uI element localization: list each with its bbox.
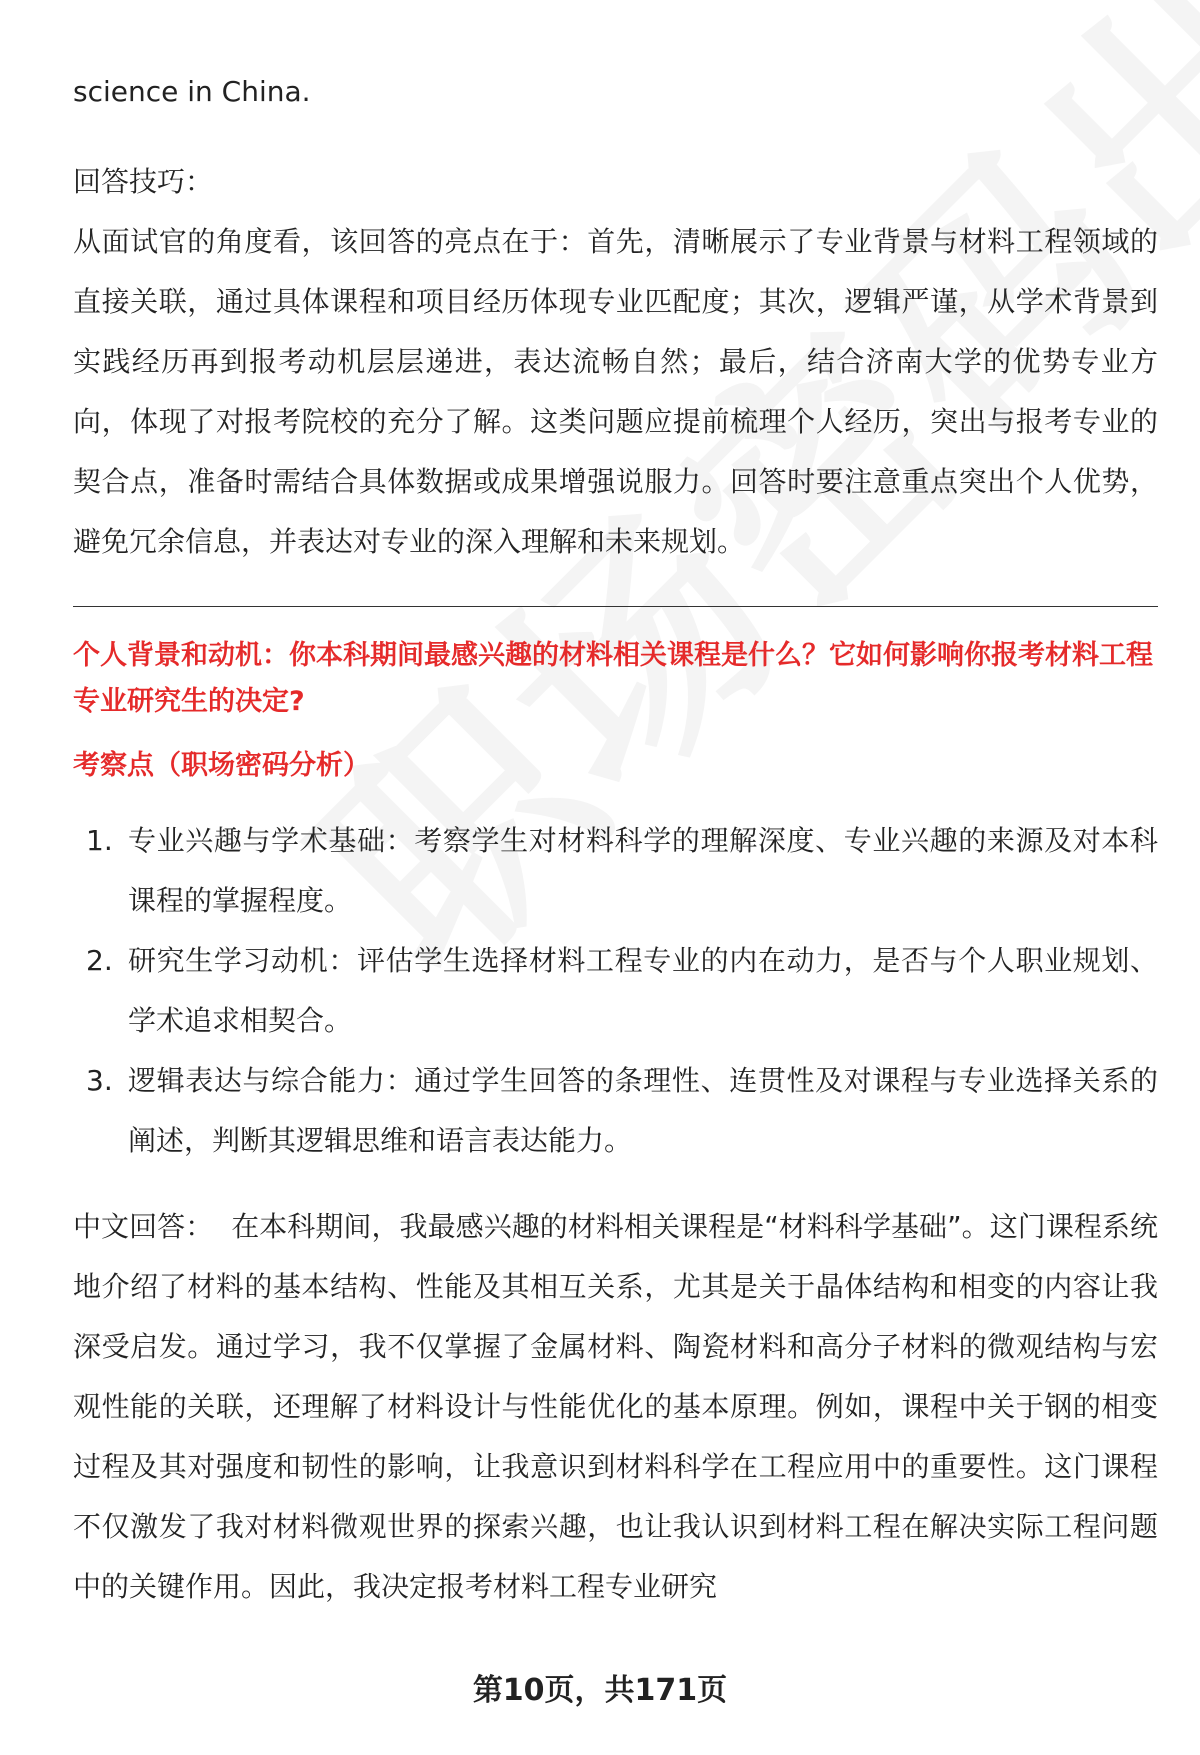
list-text: 专业兴趣与学术基础：考察学生对材料科学的理解深度、专业兴趣的来源及对本科课程的掌握程度。 xyxy=(128,824,1158,917)
tips-body: 从面试官的角度看，该回答的亮点在于：首先，清晰展示了专业背景与材料工程领域的直接关联，通过具体课程和项目经历体现专业匹配度；其次，逻辑严谨，从学术背景到实践经历再到报考动机层层递进，表达流畅自然；最后，结合济南大学的优势专业方向，体现了对报考院校的充分了解。这类问题应提前梳理个人经历，突出与报考专业的契合点，准备时需结合具体数据或成果增强说服力。回答时要注意重点突出个人优势，避免冗余信息，并表达对专业的深入理解和未来规划。 xyxy=(73,225,1158,558)
intro-tail: science in China. xyxy=(73,75,311,108)
answer-tips-section xyxy=(73,152,1158,572)
section-divider xyxy=(73,606,1158,607)
question-section xyxy=(73,633,1158,1617)
list-item xyxy=(73,811,1158,931)
list-text: 研究生学习动机：评估学生选择材料工程专业的内在动力，是否与个人职业规划、学术追求相契合。 xyxy=(128,944,1158,1037)
question-title: 个人背景和动机：你本科期间最感兴趣的材料相关课程是什么？它如何影响你报考材料工程专业研究生的决定? xyxy=(73,640,1153,717)
chinese-answer xyxy=(73,1197,1158,1617)
focus-heading: 考察点（职场密码分析） xyxy=(73,750,370,781)
list-item xyxy=(73,931,1158,1051)
focus-point-list xyxy=(73,811,1158,1171)
tips-label: 回答技巧： xyxy=(73,165,214,198)
page-content xyxy=(73,62,1158,1617)
answer-body: 在本科期间，我最感兴趣的材料相关课程是“材料科学基础”。这门课程系统地介绍了材料的基本结构、性能及其相互关系，尤其是关于晶体结构和相变的内容让我深受启发。通过学习，我不仅掌握了金属材料、陶瓷材料和高分子材料的微观结构与宏观性能的关联，还理解了材料设计与性能优化的基本原理。例如，课程中关于钢的相变过程及其对强度和韧性的影响，让我意识到材料科学在工程应用中的重要性。这门课程不仅激发了我对材料微观世界的探索兴趣，也让我认识到材料工程在解决实际工程问题中的关键作用。因此，我决定报考材料工程专业研究 xyxy=(73,1210,1158,1603)
answer-label: 中文回答： xyxy=(73,1210,214,1243)
list-number: 2. xyxy=(86,944,113,977)
list-number: 3. xyxy=(86,1064,113,1097)
page-number: 第10页，共171页 xyxy=(472,1673,728,1708)
list-item xyxy=(73,1051,1158,1171)
list-number: 1. xyxy=(86,824,113,857)
list-text: 逻辑表达与综合能力：通过学生回答的条理性、连贯性及对课程与专业选择关系的阐述，判断其逻辑思维和语言表达能力。 xyxy=(128,1064,1158,1157)
